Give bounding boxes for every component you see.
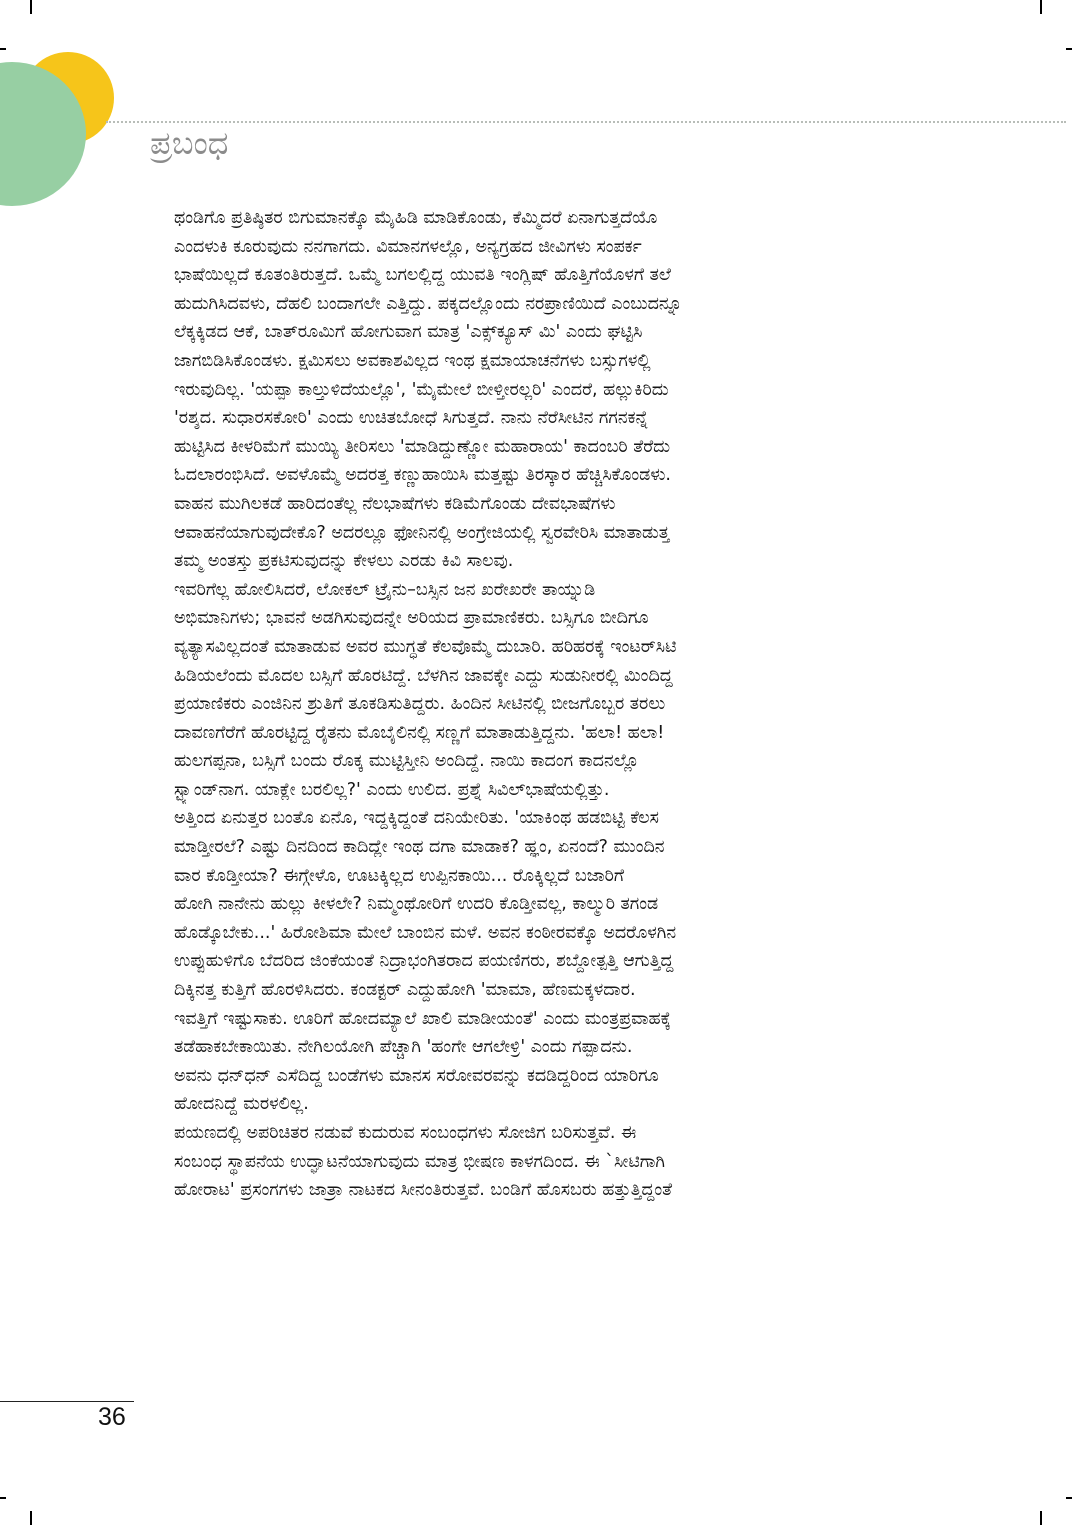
header-dotted-rule [106, 121, 1066, 123]
body-line: ವಾಹನ ಮುಗಿಲಕಡೆ ಹಾರಿದಂತೆಲ್ಲ ನೆಲಭಾಷೆಗಳು ಕಡಿಮೆಗೊಂಡು ದೇವಭಾಷೆಗಳು [174, 493, 616, 514]
body-line: ಹುಟ್ಟಿಸಿದ ಕೀಳರಿಮೆಗೆ ಮುಯ್ಯಿ ತೀರಿಸಲು 'ಮಾಡಿದ್ದುಣ್ಣೋ ಮಹಾರಾಯ' ಕಾದಂಬರಿ ತೆರೆದು [174, 436, 671, 457]
body-line: ಹೋಗಿ ನಾನೇನು ಹುಲ್ಲು ಕೀಳಲೇ? ನಿಮ್ಮಂಥೋರಿಗೆ ಉದರಿ ಕೊಡ್ತೀವಲ್ಲ, ಕಾಲ್ಮುರಿ ತಗಂಡ [174, 894, 659, 915]
crop-mark-left-top [0, 48, 6, 50]
body-line: ಇವತ್ತಿಗೆ ಇಷ್ಟುಸಾಕು. ಊರಿಗೆ ಹೋದಮ್ಯಾಲೆ ಖಾಲಿ ಮಾಡೀಯಂತೆ' ಎಂದು ಮಂತ್ರಪ್ರವಾಹಕ್ಕೆ [174, 1008, 671, 1029]
body-line: ಥಂಡಿಗೊ ಪ್ರತಿಷ್ಠಿತರ ಬಿಗುಮಾನಕ್ಕೊ ಮೈಹಿಡಿ ಮಾಡಿಕೊಂಡು, ಕೆಮ್ಮಿದರೆ ಏನಾಗುತ್ತದೆಯೊ [174, 208, 658, 228]
body-line: ವಾರ ಕೊಡ್ತೀಯಾ? ಈಗ್ಗೇಳೊ, ಊಟಕ್ಕಿಲ್ಲದ ಉಪ್ಪಿನಕಾಯಿ... ರೊಕ್ಕಿಲ್ಲದೆ ಬಜಾರಿಗೆ [174, 865, 625, 886]
body-line: ತಡೆಹಾಕಬೇಕಾಯಿತು. ನೇಗಿಲಯೋಗಿ ಪೆಚ್ಚಾಗಿ 'ಹಂಗೇ ಆಗಲೇಳ್ರಿ' ಎಂದು ಗಪ್ಪಾದನು. [174, 1037, 633, 1058]
body-line: ಅತ್ತಿಂದ ಏನುತ್ತರ ಬಂತೊ ಏನೊ, ಇದ್ದಕ್ಕಿದ್ದಂತೆ ದನಿಯೇರಿತು. 'ಯಾಕಿಂಥ ಹಡಬಿಟ್ಟಿ ಕೆಲಸ [174, 808, 659, 829]
body-line: ಅಭಿಮಾನಿಗಳು; ಭಾವನೆ ಅಡಗಿಸುವುದನ್ನೇ ಅರಿಯದ ಪ್ರಾಮಾಣಿಕರು. ಬಸ್ಸಿಗೂ ಬೀದಿಗೂ [174, 608, 649, 629]
body-line: ಸಂಬಂಧ ಸ್ಥಾಪನೆಯ ಉದ್ಘಾಟನೆಯಾಗುವುದು ಮಾತ್ರ ಭೀಷಣ ಕಾಳಗದಿಂದ. ಈ `ಸೀಟಿಗಾಗಿ [174, 1151, 665, 1172]
crop-mark-left-bottom [0, 1497, 6, 1499]
body-line: ಹುಲಗಪ್ಪನಾ, ಬಸ್ಸಿಗೆ ಬಂದು ರೊಕ್ಕ ಮುಟ್ಟಿಸ್ತೀನಿ ಅಂದಿದ್ದೆ. ನಾಯಿ ಕಾದಂಗ ಕಾದನಲ್ಲೊ [174, 751, 640, 772]
body-line: ದಿಕ್ಕಿನತ್ತ ಕುತ್ತಿಗೆ ಹೊರಳಿಸಿದರು. ಕಂಡಕ್ಟರ್ ಎದ್ದುಹೋಗಿ 'ಮಾಮಾ, ಹೆಣಮಕ್ಕಳದಾರ. [174, 980, 636, 1001]
body-line: ಪ್ರಯಾಣಿಕರು ಎಂಜಿನಿನ ಶ್ರುತಿಗೆ ತೂಕಡಿಸುತಿದ್ದರು. ಹಿಂದಿನ ಸೀಟಿನಲ್ಲಿ ಬೀಜಗೊಬ್ಬರ ತರಲು [174, 694, 666, 715]
section-label: ಪ್ರಬಂಧ [150, 124, 229, 162]
crop-mark-bottom-left [30, 1511, 32, 1525]
body-line: ದಾವಣಗೆರೆಗೆ ಹೊರಟ್ಟಿದ್ದ ರೈತನು ಮೊಬೈಲಿನಲ್ಲಿ ಸಣ್ಣಗೆ ಮಾತಾಡುತ್ತಿದ್ದನು. 'ಹಲಾ! ಹಲಾ! [174, 722, 665, 743]
body-line: ಎಂದಳುಕಿ ಕೂರುವುದು ನನಗಾಗದು. ವಿಮಾನಗಳಲ್ಲೊ, ಅನ್ಯಗ್ರಹದ ಜೀವಿಗಳು ಸಂಪರ್ಕ [174, 236, 642, 257]
crop-mark-right-bottom [1066, 1497, 1072, 1499]
body-line: ವ್ಯತ್ಯಾಸವಿಲ್ಲದಂತೆ ಮಾತಾಡುವ ಅವರ ಮುಗ್ಧತೆ ಕೆಲವೊಮ್ಮೆ ದುಬಾರಿ. ಹರಿಹರಕ್ಕೆ ಇಂಟರ್‌ಸಿಟಿ [174, 636, 677, 657]
body-line: ಹಿಡಿಯಲೆಂದು ಮೊದಲ ಬಸ್ಸಿಗೆ ಹೊರಟಿದ್ದೆ. ಬೆಳಗಿನ ಜಾವಕ್ಕೇ ಎದ್ದು ಸುಡುನೀರಲ್ಲಿ ಮಿಂದಿದ್ದ [174, 665, 673, 686]
body-line: ಜಾಗಬಿಡಿಸಿಕೊಂಡಳು. ಕ್ಷಮಿಸಲು ಅವಕಾಶವಿಲ್ಲದ ಇಂಥ ಕ್ಷಮಾಯಾಚನೆಗಳು ಬಸ್ಸುಗಳಲ್ಲಿ [174, 350, 651, 371]
body-line: ಪಯಣದಲ್ಲಿ ಅಪರಿಚಿತರ ನಡುವೆ ಕುದುರುವ ಸಂಬಂಧಗಳು ಸೋಜಿಗ ಬರಿಸುತ್ತವೆ. ಈ [174, 1123, 637, 1143]
body-line: ಇರುವುದಿಲ್ಲ. 'ಯಪ್ಪಾ ಕಾಲ್ತುಳಿದೆಯಲ್ಲೊ', 'ಮೈಮೇಲೆ ಬೀಳ್ತೀರಲ್ಲರಿ' ಎಂದರೆ, ಹಲ್ಲುಕಿರಿದು [174, 379, 669, 400]
body-line: ಹೋರಾಟ' ಪ್ರಸಂಗಗಳು ಜಾತ್ರಾ ನಾಟಕದ ಸೀನಂತಿರುತ್ತವೆ. ಬಂಡಿಗೆ ಹೊಸಬರು ಹತ್ತುತ್ತಿದ್ದಂತೆ [174, 1180, 673, 1201]
crop-mark-bottom-right [1040, 1511, 1042, 1525]
article-body [174, 204, 950, 1205]
body-line: ಹೊಡ್ಕೊಬೇಕು...' ಹಿರೋಶಿಮಾ ಮೇಲೆ ಬಾಂಬಿನ ಮಳೆ. ಅವನ ಕಂಠೀರವಕ್ಕೊ ಅದರೊಳಗಿನ [174, 922, 677, 943]
body-line: ಇವರಿಗೆಲ್ಲ ಹೋಲಿಸಿದರೆ, ಲೋಕಲ್ ಟ್ರೈನು–ಬಸ್ಸಿನ ಜನ ಖರೇಖರೇ ತಾಯ್ನುಡಿ [174, 579, 596, 600]
footer-rule [0, 1401, 134, 1402]
page-number: 36 [98, 1403, 126, 1431]
crop-mark-right-top [1066, 48, 1072, 50]
crop-mark-top-right [1040, 0, 1042, 14]
body-line: ಭಾಷೆಯಿಲ್ಲದೆ ಕೂತಂತಿರುತ್ತದೆ. ಒಮ್ಮೆ ಬಗಲಲ್ಲಿದ್ದ ಯುವತಿ ಇಂಗ್ಲಿಷ್ ಹೊತ್ತಿಗೆಯೊಳಗೆ ತಲೆ [174, 265, 671, 286]
body-line: ಆವಾಹನೆಯಾಗುವುದೇಕೊ? ಅದರಲ್ಲೂ ಫೋನಿನಲ್ಲಿ ಅಂಗ್ರೇಜಿಯಲ್ಲಿ ಸ್ವರವೇರಿಸಿ ಮಾತಾಡುತ್ತ [174, 522, 670, 543]
body-line: ಲೆಕ್ಕಕ್ಕಿಡದ ಆಕೆ, ಬಾತ್‌ರೂಮಿಗೆ ಹೋಗುವಾಗ ಮಾತ್ರ 'ಎಕ್ಸ್‌ಕ್ಯೂಸ್ ಮಿ' ಎಂದು ಘಟ್ಟಿಸಿ [174, 322, 643, 343]
body-line: ಅವನು ಧನ್‌ಧನ್ ಎಸೆದಿದ್ದ ಬಂಡೆಗಳು ಮಾನಸ ಸರೋವರವನ್ನು ಕದಡಿದ್ದರಿಂದ ಯಾರಿಗೂ [174, 1065, 659, 1086]
body-line: ಮಾಡ್ತೀರಲೆ? ಎಷ್ಟು ದಿನದಿಂದ ಕಾದಿದ್ಲೇ ಇಂಥ ದಗಾ ಮಾಡಾಕ? ಹ್ಞಂ, ಏನಂದೆ? ಮುಂದಿನ [174, 837, 665, 858]
crop-mark-top-left [30, 0, 32, 14]
body-line: ತಮ್ಮ ಅಂತಸ್ತು ಪ್ರಕಟಿಸುವುದನ್ನು ಕೇಳಲು ಎರಡು ಕಿವಿ ಸಾಲವು. [174, 551, 514, 572]
body-line: ಓದಲಾರಂಭಿಸಿದೆ. ಅವಳೊಮ್ಮೆ ಅದರತ್ತ ಕಣ್ಣುಹಾಯಿಸಿ ಮತ್ತಷ್ಟು ತಿರಸ್ಕಾರ ಹೆಚ್ಚಿಸಿಕೊಂಡಳು. [174, 465, 671, 486]
body-line: ಹೋದನಿದ್ದೆ ಮರಳಲಿಲ್ಲ. [174, 1094, 309, 1115]
body-line: 'ರಶ್ಶದ. ಸುಧಾರಸಕೋರಿ' ಎಂದು ಉಚಿತಬೋಧೆ ಸಿಗುತ್ತದೆ. ನಾನು ನೆರೆಸೀಟಿನ ಗಗನಕನ್ನೆ [174, 408, 649, 429]
body-line: ಹುದುಗಿಸಿದವಳು, ದೆಹಲಿ ಬಂದಾಗಲೇ ಎತ್ತಿದ್ದು. ಪಕ್ಕದಲ್ಲೊಂದು ನರಪ್ರಾಣಿಯಿದೆ ಎಂಬುದನ್ನೂ [174, 293, 683, 314]
body-line: ಉಪ್ಪುಹುಳಿಗೊ ಬೆದರಿದ ಜಿಂಕೆಯಂತೆ ನಿದ್ರಾಭಂಗಿತರಾದ ಪಯಣಿಗರು, ಶಬ್ದೋತ್ಪತ್ತಿ ಆಗುತ್ತಿದ್ದ [174, 951, 674, 972]
body-line: ಸ್ಟ್ಯಾಂಡ್‌ನಾಗ. ಯಾಕ್ಲೇ ಬರಲಿಲ್ಲ?' ಎಂದು ಉಲಿದ. ಪ್ರಶ್ನೆ ಸಿವಿಲ್‌ಭಾಷೆಯಲ್ಲಿತ್ತು. [174, 779, 610, 800]
